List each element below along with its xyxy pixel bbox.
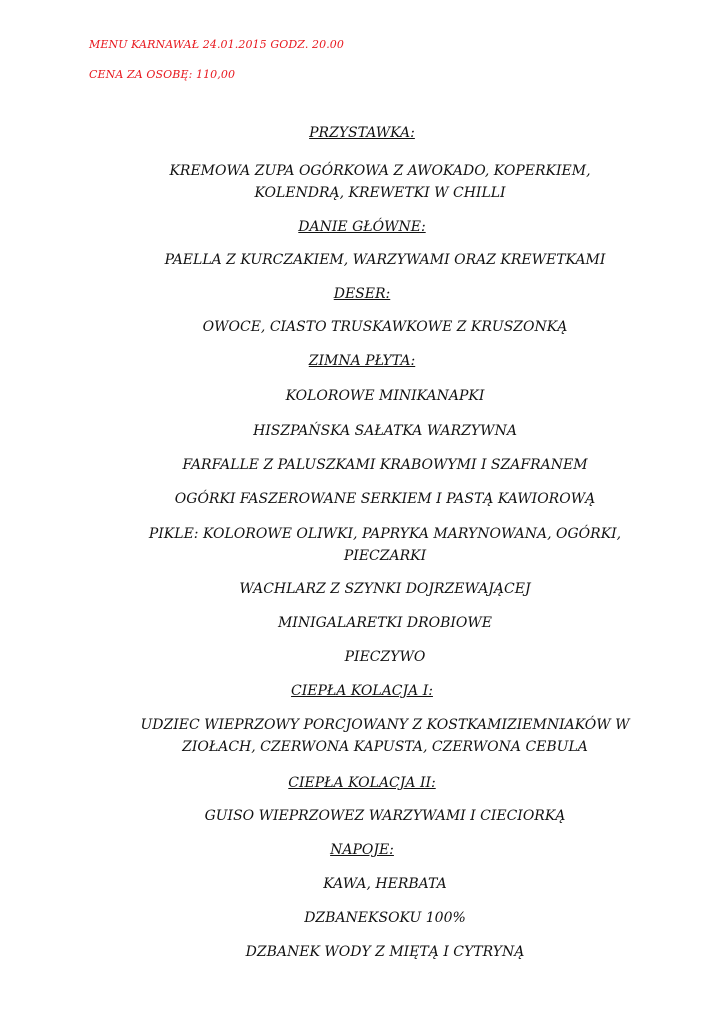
price-per-person: CENA ZA OSOBĘ: 110,00 — [89, 68, 236, 81]
menu-item: PAELLA Z KURCZAKIEM, WARZYWAMI ORAZ KREWETKAMI — [164, 252, 606, 268]
menu-item: UDZIEC WIEPRZOWY PORCJOWANY Z KOSTKAMIZIEMNIAKÓW W ZIOŁACH, CZERWONA KAPUSTA, CZERWONA CEBULA — [140, 717, 630, 755]
menu-item: HISZPAŃSKA SAŁATKA WARZYWNA — [253, 423, 517, 439]
menu-item: OGÓRKI FASZEROWANE SERKIEM I PASTĄ KAWIOROWĄ — [174, 491, 596, 507]
menu-item: DZBANEKSOKU 100% — [304, 910, 466, 926]
menu-item: OWOCE, CIASTO TRUSKAWKOWE Z KRUSZONKĄ — [202, 319, 568, 335]
menu-item: MINIGALARETKI DROBIOWE — [277, 615, 493, 631]
menu-item: KAWA, HERBATA — [323, 876, 447, 892]
section-heading-ciepla-kolacja-1: CIEPŁA KOLACJA I: — [291, 683, 433, 699]
menu-item: PIECZYWO — [344, 649, 426, 665]
section-heading-przystawka: PRZYSTAWKA: — [309, 125, 415, 141]
menu-item: KOLOROWE MINIKANAPKI — [285, 388, 485, 404]
menu-item: DZBANEK WODY Z MIĘTĄ I CYTRYNĄ — [245, 944, 525, 960]
section-heading-ciepla-kolacja-2: CIEPŁA KOLACJA II: — [288, 775, 436, 791]
menu-item: GUISO WIEPRZOWEZ WARZYWAMI I CIECIORKĄ — [204, 808, 566, 824]
event-title: MENU KARNAWAŁ 24.01.2015 GODZ. 20.00 — [89, 38, 344, 51]
section-heading-deser: DESER: — [333, 286, 391, 302]
section-heading-napoje: NAPOJE: — [330, 842, 394, 858]
menu-item: PIKLE: KOLOROWE OLIWKI, PAPRYKA MARYNOWANA, OGÓRKI, PIECZARKI — [148, 526, 622, 564]
menu-item: WACHLARZ Z SZYNKI DOJRZEWAJĄCEJ — [239, 581, 531, 597]
menu-item: KREMOWA ZUPA OGÓRKOWA Z AWOKADO, KOPERKIEM, KOLENDRĄ, KREWETKI W CHILLI — [169, 163, 591, 201]
menu-item: FARFALLE Z PALUSZKAMI KRABOWYMI I SZAFRANEM — [182, 457, 588, 473]
section-heading-danie-glowne: DANIE GŁÓWNE: — [298, 219, 426, 235]
section-heading-zimna-plyta: ZIMNA PŁYTA: — [308, 353, 416, 369]
